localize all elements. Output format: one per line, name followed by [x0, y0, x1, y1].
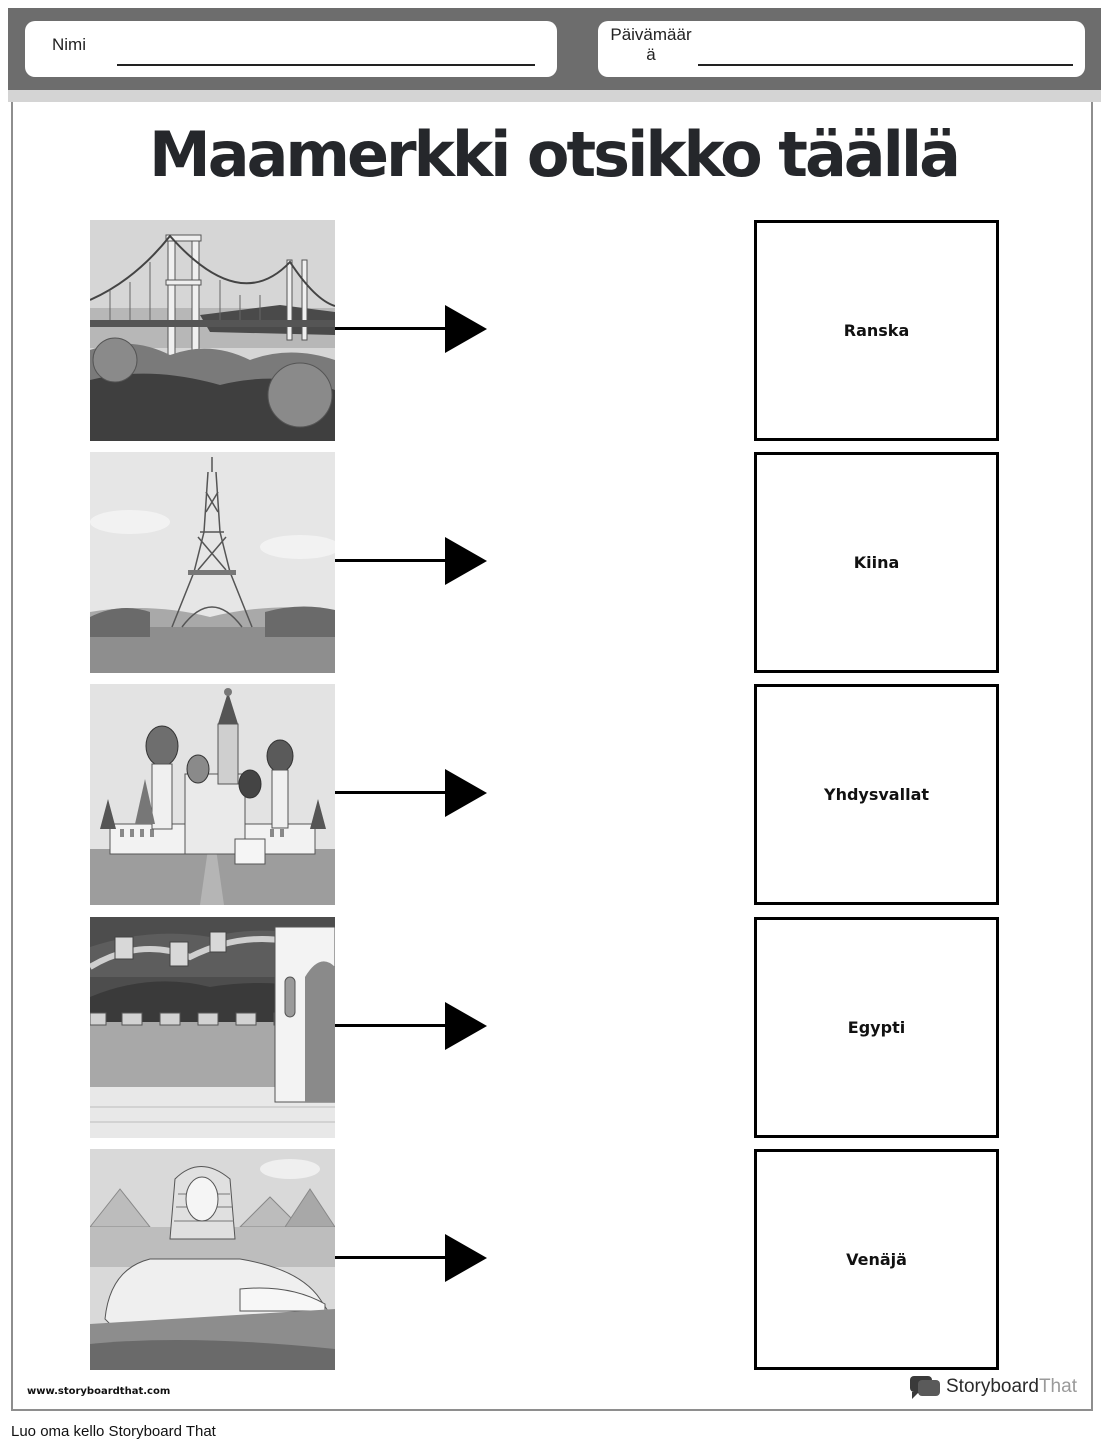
brand-main: Storyboard — [946, 1376, 1039, 1397]
match-row — [0, 1149, 1107, 1371]
answer-label: Yhdysvallat — [823, 785, 930, 804]
arrow-icon — [335, 1233, 487, 1283]
arrow-icon — [335, 768, 487, 818]
match-row — [0, 684, 1107, 906]
answer-label: Egypti — [847, 1018, 906, 1037]
answer-label: Ranska — [843, 321, 910, 340]
header-bar — [8, 8, 1101, 90]
answer-box[interactable] — [754, 452, 999, 673]
match-row — [0, 452, 1107, 674]
brand-wordmark — [946, 1376, 1077, 1398]
arrow-icon — [335, 1001, 487, 1051]
great-wall-of-china-image — [90, 917, 335, 1138]
page-caption: Luo oma kello Storyboard That — [11, 1423, 216, 1440]
st-basils-cathedral-image — [90, 684, 335, 905]
header-divider — [8, 90, 1101, 102]
answer-box[interactable] — [754, 917, 999, 1138]
speech-bubble-icon — [908, 1374, 942, 1400]
golden-gate-bridge-image — [90, 220, 335, 441]
answer-box[interactable] — [754, 220, 999, 441]
answer-label: Venäjä — [846, 1250, 907, 1269]
brand-light: That — [1038, 1376, 1077, 1397]
date-label: Päivämäär ä — [610, 25, 692, 64]
answer-box[interactable] — [754, 1149, 999, 1370]
page-title: Maamerkki otsikko täällä — [149, 118, 958, 191]
date-write-line — [698, 64, 1073, 66]
name-field[interactable] — [25, 21, 557, 77]
answer-label: Kiina — [853, 553, 900, 572]
name-write-line — [117, 64, 535, 66]
arrow-icon — [335, 304, 487, 354]
great-sphinx-image — [90, 1149, 335, 1370]
match-row — [0, 220, 1107, 442]
date-field[interactable] — [598, 21, 1085, 77]
storyboardthat-logo[interactable] — [908, 1374, 1077, 1400]
match-row — [0, 917, 1107, 1139]
eiffel-tower-image — [90, 452, 335, 673]
answer-box[interactable] — [754, 684, 999, 905]
website-url[interactable]: www.storyboardthat.com — [27, 1386, 171, 1397]
name-label: Nimi — [52, 35, 86, 54]
arrow-icon — [335, 536, 487, 586]
